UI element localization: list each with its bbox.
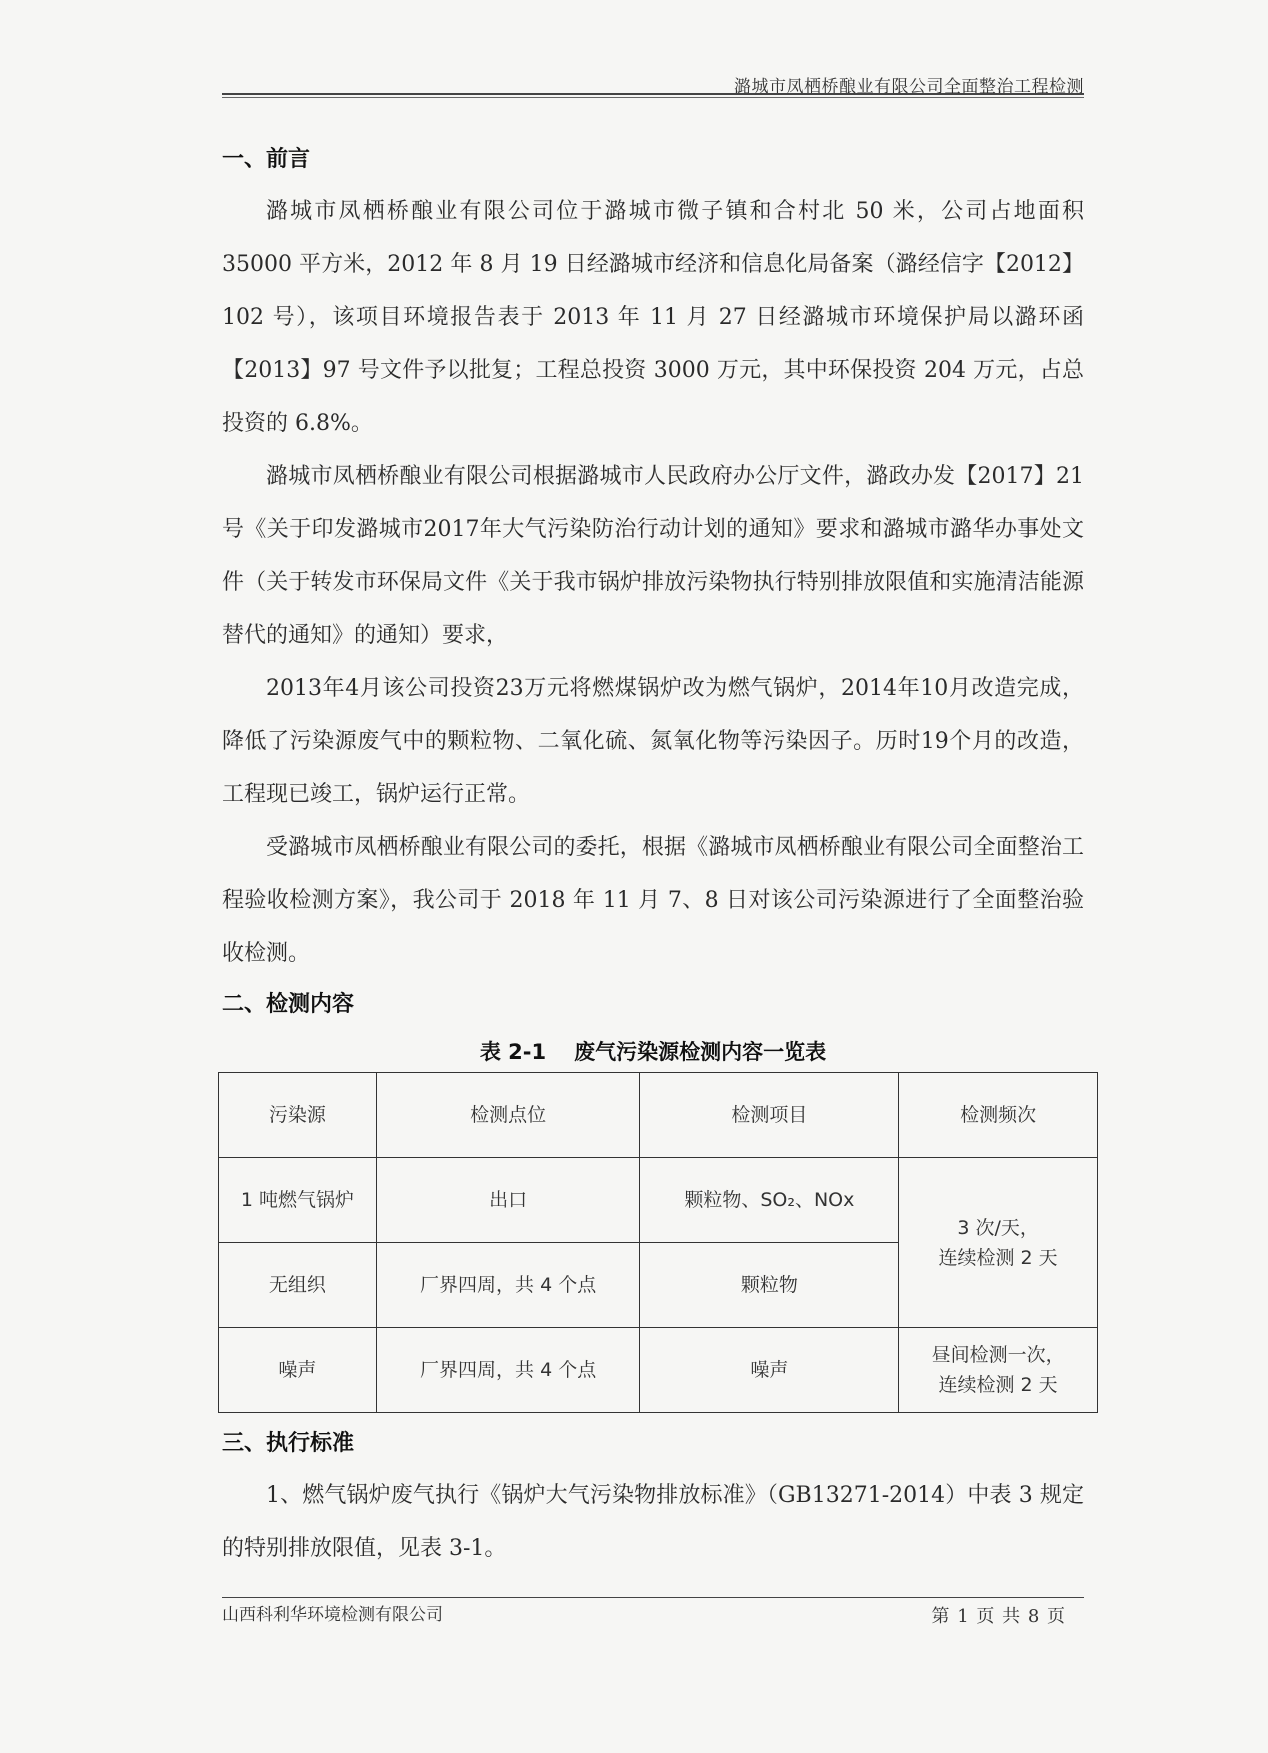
preface-paragraph-3: 2013年4月该公司投资23万元将燃煤锅炉改为燃气锅炉，2014年10月改造完成，降低了污染源废气中的颗粒物、二氧化硫、氮氧化物等污染因子。历时19个月的改造，工程现已竣工，锅炉运行正常。 — [222, 676, 1084, 807]
section-heading-preface: 一、前言 — [222, 147, 311, 172]
preface-paragraph-1: 潞城市凤栖桥酿业有限公司位于潞城市微子镇和合村北 50 米，公司占地面积 35000 平方米，2012 年 8 月 19 日经潞城市经济和信息化局备案（潞经信字【2012】102 号），该项目环境报告表于 2013 年 11 月 27 日经潞城市环境保护局以潞环函【2013】97 号文件予以批复；工程总投资 3000 万元，其中环保投资 204 万元，占总投资的 6.8%。 — [222, 199, 1084, 436]
section-heading-content: 二、检测内容 — [222, 992, 355, 1017]
table-cell-frequency — [899, 1158, 1098, 1328]
table-row — [219, 1328, 1098, 1413]
table-cell: 出口 — [376, 1158, 640, 1243]
table-cell: 厂界四周，共 4 个点 — [376, 1328, 640, 1413]
table-header-cell: 检测项目 — [640, 1073, 899, 1158]
table-cell: 无组织 — [219, 1243, 377, 1328]
table-cell-frequency — [899, 1328, 1098, 1413]
page-body — [222, 135, 1084, 1575]
table-cell: 厂界四周，共 4 个点 — [376, 1243, 640, 1328]
section-heading-standards: 三、执行标准 — [222, 1431, 355, 1456]
preface-paragraph-4: 受潞城市凤栖桥酿业有限公司的委托，根据《潞城市凤栖桥酿业有限公司全面整治工程验收检测方案》，我公司于 2018 年 11 月 7、8 日对该公司污染源进行了全面整治验收检测。 — [222, 835, 1084, 966]
preface-paragraph-2: 潞城市凤栖桥酿业有限公司根据潞城市人民政府办公厅文件，潞政办发【2017】21号《关于印发潞城市2017年大气污染防治行动计划的通知》要求和潞城市潞华办事处文件（关于转发市环保局文件《关于我市锅炉排放污染物执行特别排放限值和实施清洁能源替代的通知》的通知）要求， — [222, 464, 1084, 648]
table-header-cell: 检测点位 — [376, 1073, 640, 1158]
frequency-line-1: 3 次/天， — [957, 1216, 1039, 1239]
table-header-row — [219, 1073, 1098, 1158]
table-cell: 1 吨燃气锅炉 — [219, 1158, 377, 1243]
table-row — [219, 1158, 1098, 1243]
table-cell: 颗粒物 — [640, 1243, 899, 1328]
frequency-line-2: 连续检测 2 天 — [938, 1374, 1058, 1396]
table-cell: 颗粒物、SO₂、NOx — [640, 1158, 899, 1243]
table-cell: 噪声 — [219, 1328, 377, 1413]
footer-page-number: 第 1 页 共 8 页 — [931, 1606, 1066, 1627]
monitoring-content-table — [218, 1072, 1098, 1413]
table-header-cell: 污染源 — [219, 1073, 377, 1158]
header-rule — [222, 93, 1084, 95]
running-header: 潞城市凤栖桥酿业有限公司全面整治工程检测 — [734, 77, 1084, 97]
footer-rule — [222, 1597, 1084, 1598]
frequency-line-1: 昼间检测一次， — [931, 1344, 1065, 1366]
header-rule-thin — [222, 97, 1084, 98]
table-header-cell: 检测频次 — [899, 1073, 1098, 1158]
frequency-line-2: 连续检测 2 天 — [938, 1246, 1058, 1269]
table-caption-title: 废气污染源检测内容一览表 — [574, 1040, 827, 1064]
standards-paragraph-1: 1、燃气锅炉废气执行《锅炉大气污染物排放标准》（GB13271-2014）中表 3 规定的特别排放限值，见表 3-1。 — [222, 1483, 1084, 1561]
table-caption-number: 表 2-1 — [479, 1040, 547, 1064]
table-cell: 噪声 — [640, 1328, 899, 1413]
footer-company: 山西科利华环境检测有限公司 — [222, 1605, 443, 1625]
table-caption — [222, 1032, 1084, 1072]
